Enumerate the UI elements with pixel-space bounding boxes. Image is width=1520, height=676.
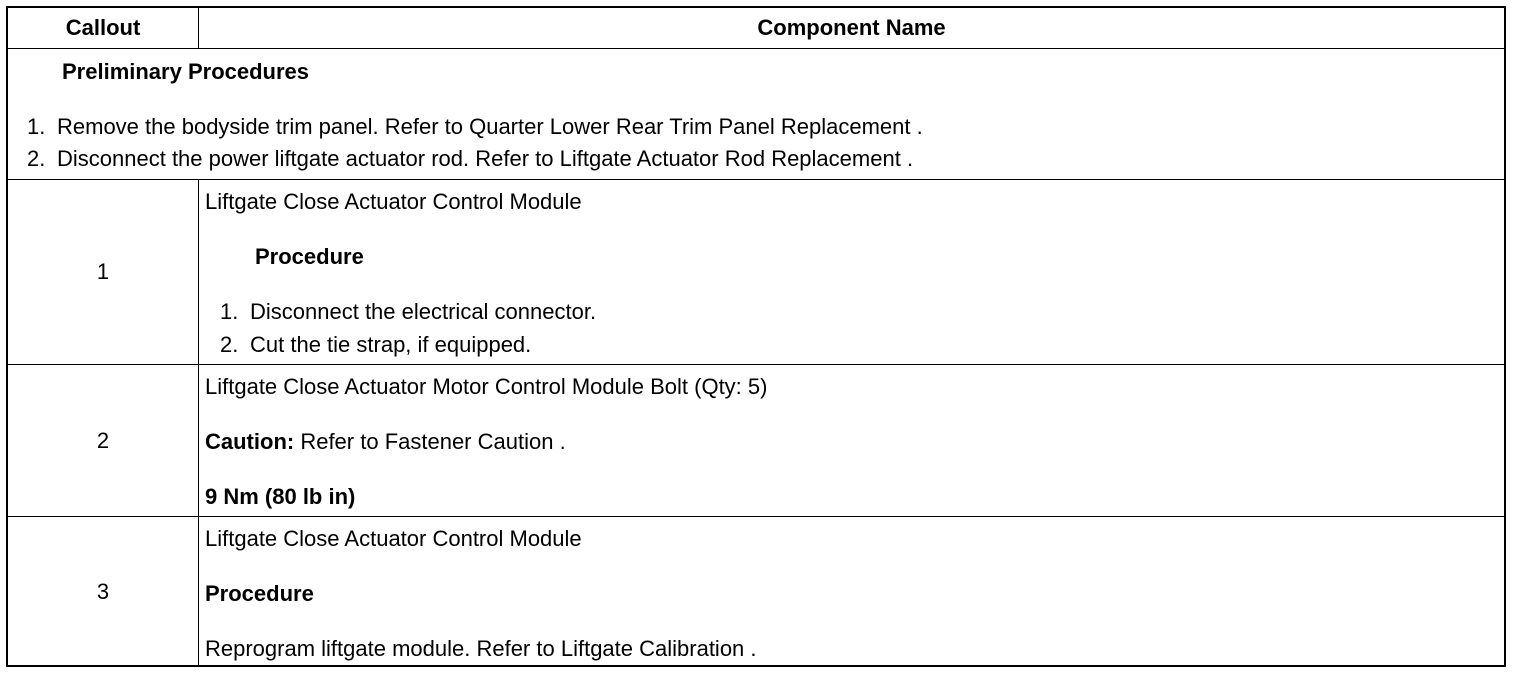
procedure-table: [6, 6, 1506, 667]
procedure-text-end: .: [744, 636, 757, 661]
step-number: 1.: [220, 299, 239, 324]
procedure-link[interactable]: Liftgate Calibration: [560, 636, 745, 661]
component-cell: [199, 180, 1504, 364]
component-name: Liftgate Close Actuator Control Module: [205, 526, 582, 551]
step-text: Remove the bodyside trim panel. Refer to: [57, 114, 470, 139]
caution-text-end: .: [553, 429, 566, 454]
procedure-text: [205, 637, 757, 661]
preliminary-title: Preliminary Procedures: [62, 59, 310, 84]
step-text: Cut the tie strap, if equipped.: [250, 332, 532, 357]
step-text-end: .: [900, 146, 914, 171]
procedure-step-2: [220, 333, 531, 357]
step-text-end: .: [910, 114, 923, 139]
caution-link[interactable]: Fastener Caution: [384, 429, 554, 454]
caution-line: [205, 430, 566, 454]
step-text: Disconnect the power liftgate actuator rod. Refer to: [57, 146, 560, 171]
component-name: Liftgate Close Actuator Motor Control Module Bolt (Qty: 5): [205, 374, 768, 399]
callout-number: 1: [8, 180, 199, 364]
component-cell: [199, 517, 1504, 667]
preliminary-procedures-row: [8, 49, 1504, 180]
caution-label: Caution:: [205, 429, 295, 454]
step-link[interactable]: Liftgate Actuator Rod Replacement: [559, 146, 901, 171]
preliminary-step-2: [27, 147, 913, 171]
component-cell: [199, 365, 1504, 516]
table-row: [8, 517, 1504, 667]
table-row: [8, 365, 1504, 517]
procedure-text-start: Reprogram liftgate module. Refer to: [205, 636, 561, 661]
step-number: 2.: [220, 332, 239, 357]
header-callout: Callout: [8, 8, 199, 48]
caution-text: Refer to: [294, 429, 385, 454]
step-link[interactable]: Quarter Lower Rear Trim Panel Replacement: [469, 114, 911, 139]
preliminary-step-1: [27, 115, 923, 139]
step-number: 1.: [27, 114, 46, 139]
callout-number: 2: [8, 365, 199, 516]
procedure-step-1: [220, 300, 596, 324]
table-row: [8, 180, 1504, 365]
procedure-title: Procedure: [205, 581, 314, 606]
component-name: Liftgate Close Actuator Control Module: [205, 189, 582, 214]
torque-spec: 9 Nm (80 lb in): [205, 484, 356, 509]
procedure-title: Procedure: [255, 244, 364, 269]
table-header-row: [8, 8, 1504, 49]
callout-number: 3: [8, 517, 199, 667]
header-component-name: Component Name: [757, 15, 946, 40]
step-number: 2.: [27, 146, 46, 171]
step-text: Disconnect the electrical connector.: [250, 299, 597, 324]
